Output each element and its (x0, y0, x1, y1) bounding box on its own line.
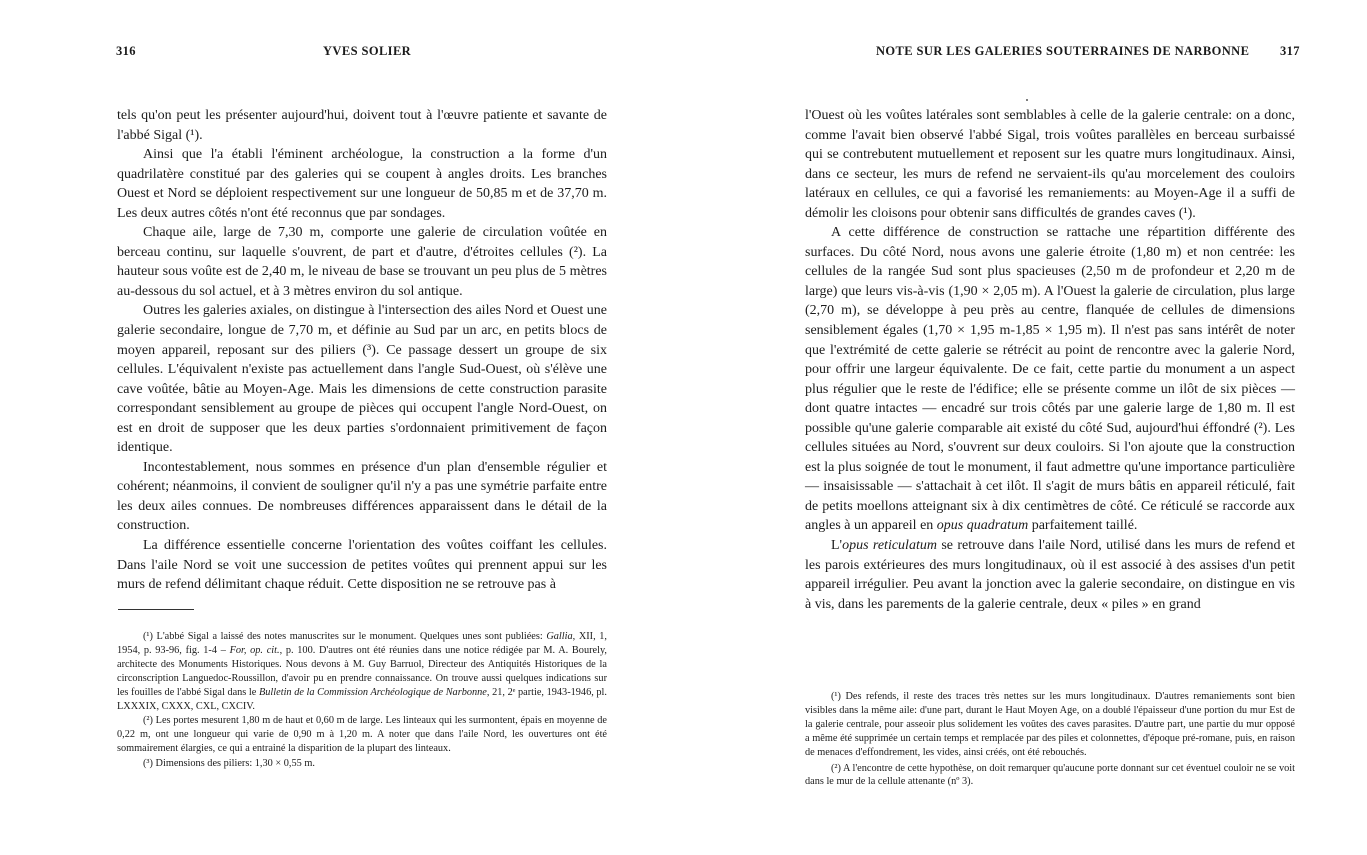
paragraph: L'opus reticulatum se retrouve dans l'aile Nord, utilisé dans les murs de refend et les parois extérieures des murs longitudinaux, où il est associé à des assises d'un petit appareil irrégulier. Peu avant la jonction avec la galerie secondaire, on distingue en vis à vis, dans les parements de la galerie centrale, deux « piles » en grand (805, 538, 1295, 612)
body-text (117, 106, 607, 595)
running-title: YVES SOLIER (323, 44, 412, 58)
paragraph: La différence essentielle concerne l'orientation des voûtes coiffant les cellules. Dans l'aile Nord se voit une succession de petites voûtes qui prennent appui sur les murs de refend délimitant chaque réduit. Cette disposition ne se retrouve pas à (117, 538, 607, 593)
footnote: (¹) L'abbé Sigal a laissé des notes manuscrites sur le monument. Quelques unes sont publiées: Gallia, XII, 1, 1954, p. 93-96, fig. 1-4 – For, op. cit., p. 100. D'autres ont été réunies dans une notice rédigée par M. A. Bourely, architecte des Monuments Historiques. Nous devons à M. Guy Barruol, Directeur des Antiquités Historiques de la circonscription Languedoc-Roussillon, d'avoir pu en prendre connaissance. On trouve aussi quelques indications sur les fouilles de l'abbé Sigal dans le Bulletin de la Commission Archéologique de Narbonne, 21, 2ᵉ partie, 1943-1946, pl. LXXXIX, CXXX, CXL, CXCIV. (117, 631, 608, 712)
paragraph: A cette différence de construction se rattache une répartition différente des surfaces. Du côté Nord, nous avons une galerie étroite (1,80 m) et non centrée: les cellules de la rangée Sud sont plus spacieuses (2,50 m de profondeur et 2,20 m de large) que leurs vis-à-vis (1,90 × 2,05 m). A l'Ouest la galerie de circulation, plus large (2,70 m), se développe à peu près au centre, flanquée de cellules de dimensions sensiblement égales (1,70 × 1,95 m-1,85 × 1,95 m). Il n'est pas sans intérêt de noter que l'extrémité de cette galerie se rétrécit au point de rencontre avec la galerie Nord, pour offrir une largeur équivalente. De ce fait, cette partie du monument a un aspect plus régulier que le reste de l'édifice; elle se présente comme un ilôt de six pièces — dont quatre intactes — encadré sur trois côtés par une galerie large de 1,80 m. Il est possible qu'une galerie comparable ait existé du côté Sud, aujourd'hui éffondré (²). Les cellules situées au Nord, s'ouvrent sur deux couloirs. Si l'on ajoute que la construction est la plus soignée de tout le monument, il faut admettre qu'une importance particulière — insaisissable — s'attachait à cet ilôt. Il s'agit de murs bâtis en appareil réticulé, fait de petits moellons atteignant six à dix centimètres de côté. Ce réticulé se raccorde aux angles à un appareil en opus quadratum parfaitement taillé. (805, 225, 1295, 534)
footnote: (²) Les portes mesurent 1,80 m de haut et 0,60 m de large. Les linteaux qui les surmontent, épais en moyenne de 0,22 m, ont une longueur qui varie de 0,90 m à 1,20 m. A noter que dans l'aile Nord, les ouvertures ont été sommairement élargies, ce qui a entrainé la disparition de la plupart des linteaux. (117, 715, 607, 755)
paragraph: Ainsi que l'a établi l'éminent archéologue, la construction a la forme d'un quadrilatère constitué par des galeries qui se coupent à angles droits. Les branches Ouest et Nord se déploient respectivement sur une longueur de 50,85 m et de 37,70 m. Les deux autres côtés n'ont été reconnus que par sondages. (117, 147, 607, 221)
left-page (0, 0, 683, 855)
paragraph: l'Ouest où les voûtes latérales sont semblables à celle de la galerie centrale: on a donc, comme l'avait bien observé l'abbé Sigal, trois voûtes parallèles en berceau surbaissé qui se contrebutent mutuellement et reposent sur les quatre murs longitudinaux. Ainsi, dans ce secteur, les murs de refend ne servaient-ils qu'au morcelement des couloirs latéraux en cellules, ce qui a favorisé les remaniements: au Moyen-Age il a suffi de démolir les cloisons pour obtenir sans difficultés de grandes caves (¹). (805, 108, 1295, 221)
paragraph: Incontestablement, nous sommes en présence d'un plan d'ensemble régulier et cohérent; néanmoins, il convient de souligner qu'il n'y a pas une symétrie parfaite entre les deux ailes connues. De nombreuses différences apparaissent dans le détail de la construction. (117, 459, 607, 534)
footnote-rule (118, 609, 194, 610)
running-title: NOTE SUR LES GALERIES SOUTERRAINES DE NARBONNE (876, 44, 1250, 58)
footnote: (³) Dimensions des piliers: 1,30 × 0,55 m. (143, 758, 315, 770)
paragraph: tels qu'on peut les présenter aujourd'hui, doivent tout à l'œuvre patiente et savante de l'abbé Sigal (¹). (117, 108, 607, 143)
page-number: 317 (1280, 44, 1300, 58)
footnotes (117, 630, 607, 772)
paragraph: Chaque aile, large de 7,30 m, comporte une galerie de circulation voûtée en berceau continu, sur laquelle s'ouvrent, de part et d'autre, d'étroites cellules (²). La hauteur sous voûte est de 2,40 m, le niveau de base se trouvant un peu plus de 5 mètres au-dessous du sol actuel, et à 3 mètres environ du sol antique. (117, 225, 607, 299)
paragraph: Outres les galeries axiales, on distingue à l'intersection des ailes Nord et Ouest une galerie secondaire, longue de 7,70 m, et définie au Sud par un arc, en petits blocs de moyen appareil, reposant sur des piliers (³). Ce passage dessert un groupe de six cellules. L'équivalent n'existe pas actuellement dans l'angle Sud-Ouest, où s'élève une cave voûtée, bâtie au Moyen-Age. Mais les dimensions de cette construction parasite correspondant sensiblement au groupe de pièces qui occupent l'angle Nord-Ouest, on est en droit de supposer que les deux parties s'ordonnaient primitivement de façon identique. (117, 303, 607, 456)
page-number: 316 (116, 44, 136, 58)
footnotes (805, 690, 1295, 791)
body-text (805, 106, 1295, 614)
right-page (683, 0, 1367, 855)
footnote: (²) A l'encontre de cette hypothèse, on doit remarquer qu'aucune porte donnant sur cet éventuel couloir ne se voit dans le mur de la cellule attenante (nº 3). (805, 762, 1295, 788)
footnote: (¹) Des refends, il reste des traces très nettes sur les murs longitudinaux. D'autres remaniements sont bien visibles dans la même aile: d'une part, durant le Haut Moyen Age, on a doublé l'épaisseur d'une portion du mur Est de la galerie centrale, pour asseoir plus solidement les voûtes des caves parasites. D'autre part, une partie du mur opposé a même été supprimée un certain temps et remplacée par des piles et colonnettes, d'époque pré-romane, puis, en raison de menaces d'effondrement, les vides, ainsi créés, ont été rebouchés. (805, 691, 1295, 758)
